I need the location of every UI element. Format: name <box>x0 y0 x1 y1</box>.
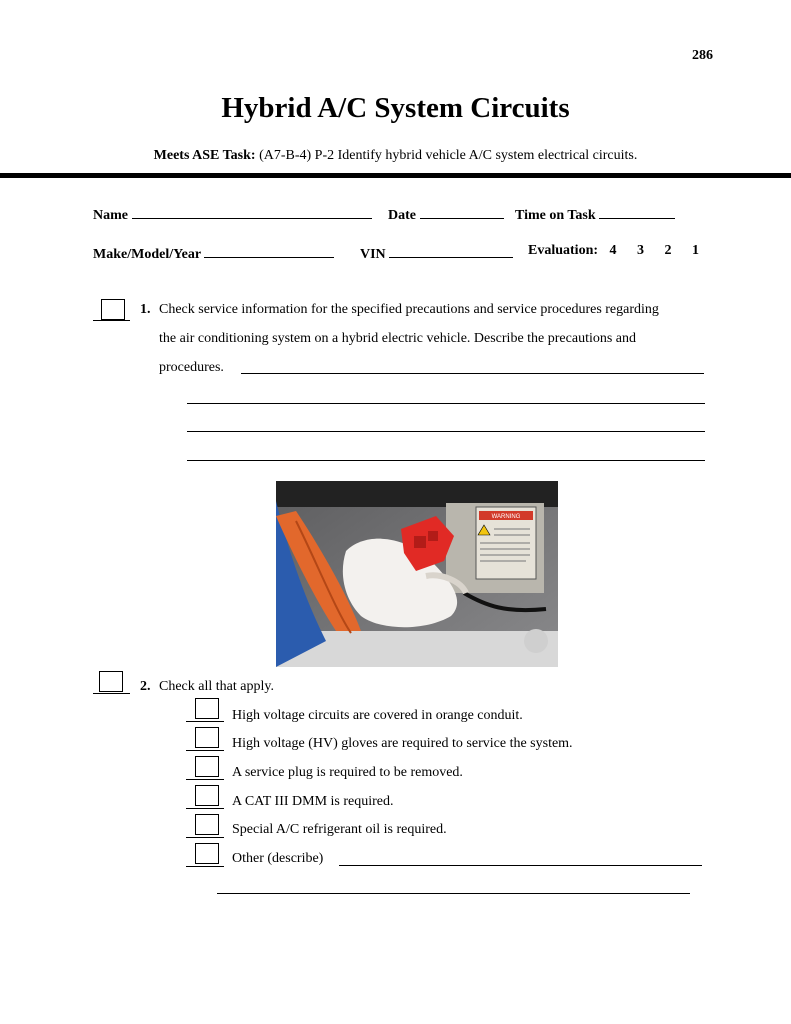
item3-check-line <box>186 779 224 780</box>
time-on-task-label: Time on Task <box>515 208 596 223</box>
page-title: Hybrid A/C System Circuits <box>221 92 570 124</box>
item2-check-line <box>186 750 224 751</box>
name-blank[interactable] <box>132 204 372 219</box>
item5-checkbox[interactable] <box>195 814 219 835</box>
step1-line-3: procedures. <box>159 360 224 375</box>
name-field[interactable] <box>93 204 372 224</box>
time-on-task-blank[interactable] <box>599 204 675 219</box>
photo-warning-text: WARNING <box>491 514 521 520</box>
evaluation-field <box>528 243 716 259</box>
evaluation-score-2[interactable]: 2 <box>664 243 672 258</box>
step2-intro: Check all that apply. <box>159 679 274 694</box>
step2-check-line <box>93 693 130 694</box>
ase-task-text: (A7-B-4) P-2 Identify hybrid vehicle A/C system electrical circuits. <box>259 148 638 163</box>
make-model-year-label: Make/Model/Year <box>93 247 201 262</box>
step1-line-2: the air conditioning system on a hybrid electric vehicle. Describe the precautions and <box>159 331 637 346</box>
date-field[interactable] <box>388 204 504 224</box>
date-label: Date <box>388 208 416 223</box>
item1-text: High voltage circuits are covered in orange conduit. <box>232 708 523 723</box>
item2-checkbox[interactable] <box>195 727 219 748</box>
make-model-year-field[interactable] <box>93 243 334 263</box>
item4-text: A CAT III DMM is required. <box>232 794 394 809</box>
step1-answer-line-2[interactable] <box>187 403 705 404</box>
item2-text: High voltage (HV) gloves are required to service the system. <box>232 736 573 751</box>
item3-text: A service plug is required to be removed. <box>232 765 463 780</box>
item6-checkbox[interactable] <box>195 843 219 864</box>
step1-number: 1. <box>140 302 151 317</box>
page-number: 286 <box>692 48 713 63</box>
item6-check-line <box>186 866 224 867</box>
step1-checkbox[interactable] <box>101 299 125 320</box>
step1-answer-line-1[interactable] <box>241 373 704 374</box>
step2-checkbox[interactable] <box>99 671 123 692</box>
other-answer-line-1[interactable] <box>339 865 702 866</box>
evaluation-score-4[interactable]: 4 <box>609 243 617 258</box>
evaluation-label: Evaluation: <box>528 243 599 258</box>
item1-check-line <box>186 721 224 722</box>
vin-field[interactable] <box>360 243 513 263</box>
name-label: Name <box>93 208 128 223</box>
item1-checkbox[interactable] <box>195 698 219 719</box>
step1-answer-line-3[interactable] <box>187 431 705 432</box>
evaluation-score-3[interactable]: 3 <box>637 243 645 258</box>
step1-line-1: Check service information for the specified precautions and service procedures regarding <box>159 302 659 317</box>
item5-check-line <box>186 837 224 838</box>
service-plug-photo <box>276 481 558 667</box>
time-on-task-field[interactable] <box>515 204 675 224</box>
other-answer-line-2[interactable] <box>217 893 690 894</box>
vin-label: VIN <box>360 247 386 262</box>
ase-task-label: Meets ASE Task: <box>153 148 256 163</box>
date-blank[interactable] <box>420 204 504 219</box>
item5-text: Special A/C refrigerant oil is required. <box>232 822 447 837</box>
header-rule <box>0 173 791 178</box>
step1-answer-line-4[interactable] <box>187 460 705 461</box>
ase-task <box>0 148 791 164</box>
item4-check-line <box>186 808 224 809</box>
make-model-year-blank[interactable] <box>204 243 334 258</box>
item4-checkbox[interactable] <box>195 785 219 806</box>
evaluation-score-1: 1 <box>692 243 700 258</box>
item6-text: Other (describe) <box>232 851 324 866</box>
step1-check-line <box>93 320 130 321</box>
step2-number: 2. <box>140 679 151 694</box>
service-plug-illustration <box>276 481 558 667</box>
vin-blank[interactable] <box>389 243 513 258</box>
item3-checkbox[interactable] <box>195 756 219 777</box>
